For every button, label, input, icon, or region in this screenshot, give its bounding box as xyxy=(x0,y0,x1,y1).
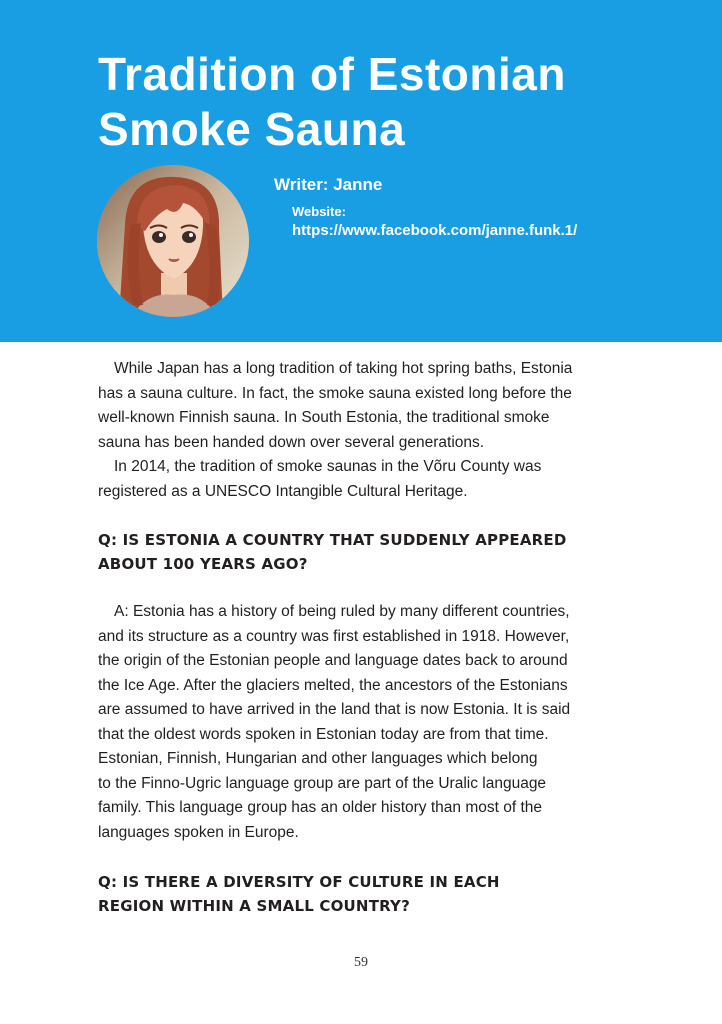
text-line: While Japan has a long tradition of taking hot spring baths, Estonia xyxy=(114,360,573,377)
text-line: the origin of the Estonian people and language dates back to around xyxy=(98,652,568,669)
answer-paragraph-1 xyxy=(98,600,638,845)
question-line: Q: IS THERE A DIVERSITY OF CULTURE IN EACH xyxy=(98,873,500,891)
question-line: REGION WITHIN A SMALL COUNTRY? xyxy=(98,897,411,915)
text-line: the Ice Age. After the glaciers melted, the ancestors of the Estonians xyxy=(98,676,568,694)
website-link[interactable]: https://www.facebook.com/janne.funk.1/ xyxy=(292,222,578,239)
website-label: Website: xyxy=(292,204,346,219)
writer-avatar-illustration xyxy=(97,165,249,317)
question-line: Q: IS ESTONIA A COUNTRY THAT SUDDENLY APPEARED xyxy=(98,531,567,549)
text-line: sauna has been handed down over several generations. xyxy=(98,433,485,451)
text-line: and its structure as a country was first established in 1918. However, xyxy=(98,627,570,645)
text-line: In 2014, the tradition of smoke saunas in the Võru County was xyxy=(114,458,542,475)
question-heading-1 xyxy=(98,528,638,576)
title-line: Tradition of Estonian xyxy=(98,48,566,100)
text-line: registered as a UNESCO Intangible Cultural Heritage. xyxy=(98,482,468,500)
text-line: Estonian, Finnish, Hungarian and other languages which belong xyxy=(98,750,538,767)
text-line: languages spoken in Europe. xyxy=(98,823,299,841)
question-line: ABOUT 100 YEARS AGO? xyxy=(98,555,308,573)
text-line: to the Finno-Ugric language group are part of the Uralic language xyxy=(98,774,547,792)
intro-paragraph xyxy=(98,357,638,504)
question-heading-2 xyxy=(98,870,638,918)
header-banner xyxy=(0,0,722,342)
text-line: has a sauna culture. In fact, the smoke sauna existed long before the xyxy=(98,384,572,402)
title-line: Smoke Sauna xyxy=(98,103,406,155)
text-line: A: Estonia has a history of being ruled by many different countries, xyxy=(114,603,570,620)
text-line: family. This language group has an older history than most of the xyxy=(98,799,543,816)
page-title xyxy=(98,47,698,157)
writer-avatar xyxy=(97,165,249,317)
text-line: are assumed to have arrived in the land that is now Estonia. It is said xyxy=(98,701,571,718)
text-line: that the oldest words spoken in Estonian today are from that time. xyxy=(98,725,549,743)
writer-name: Writer: Janne xyxy=(274,175,383,194)
page-number: 59 xyxy=(354,955,368,970)
text-line: well-known Finnish sauna. In South Estonia, the traditional smoke xyxy=(98,409,550,426)
